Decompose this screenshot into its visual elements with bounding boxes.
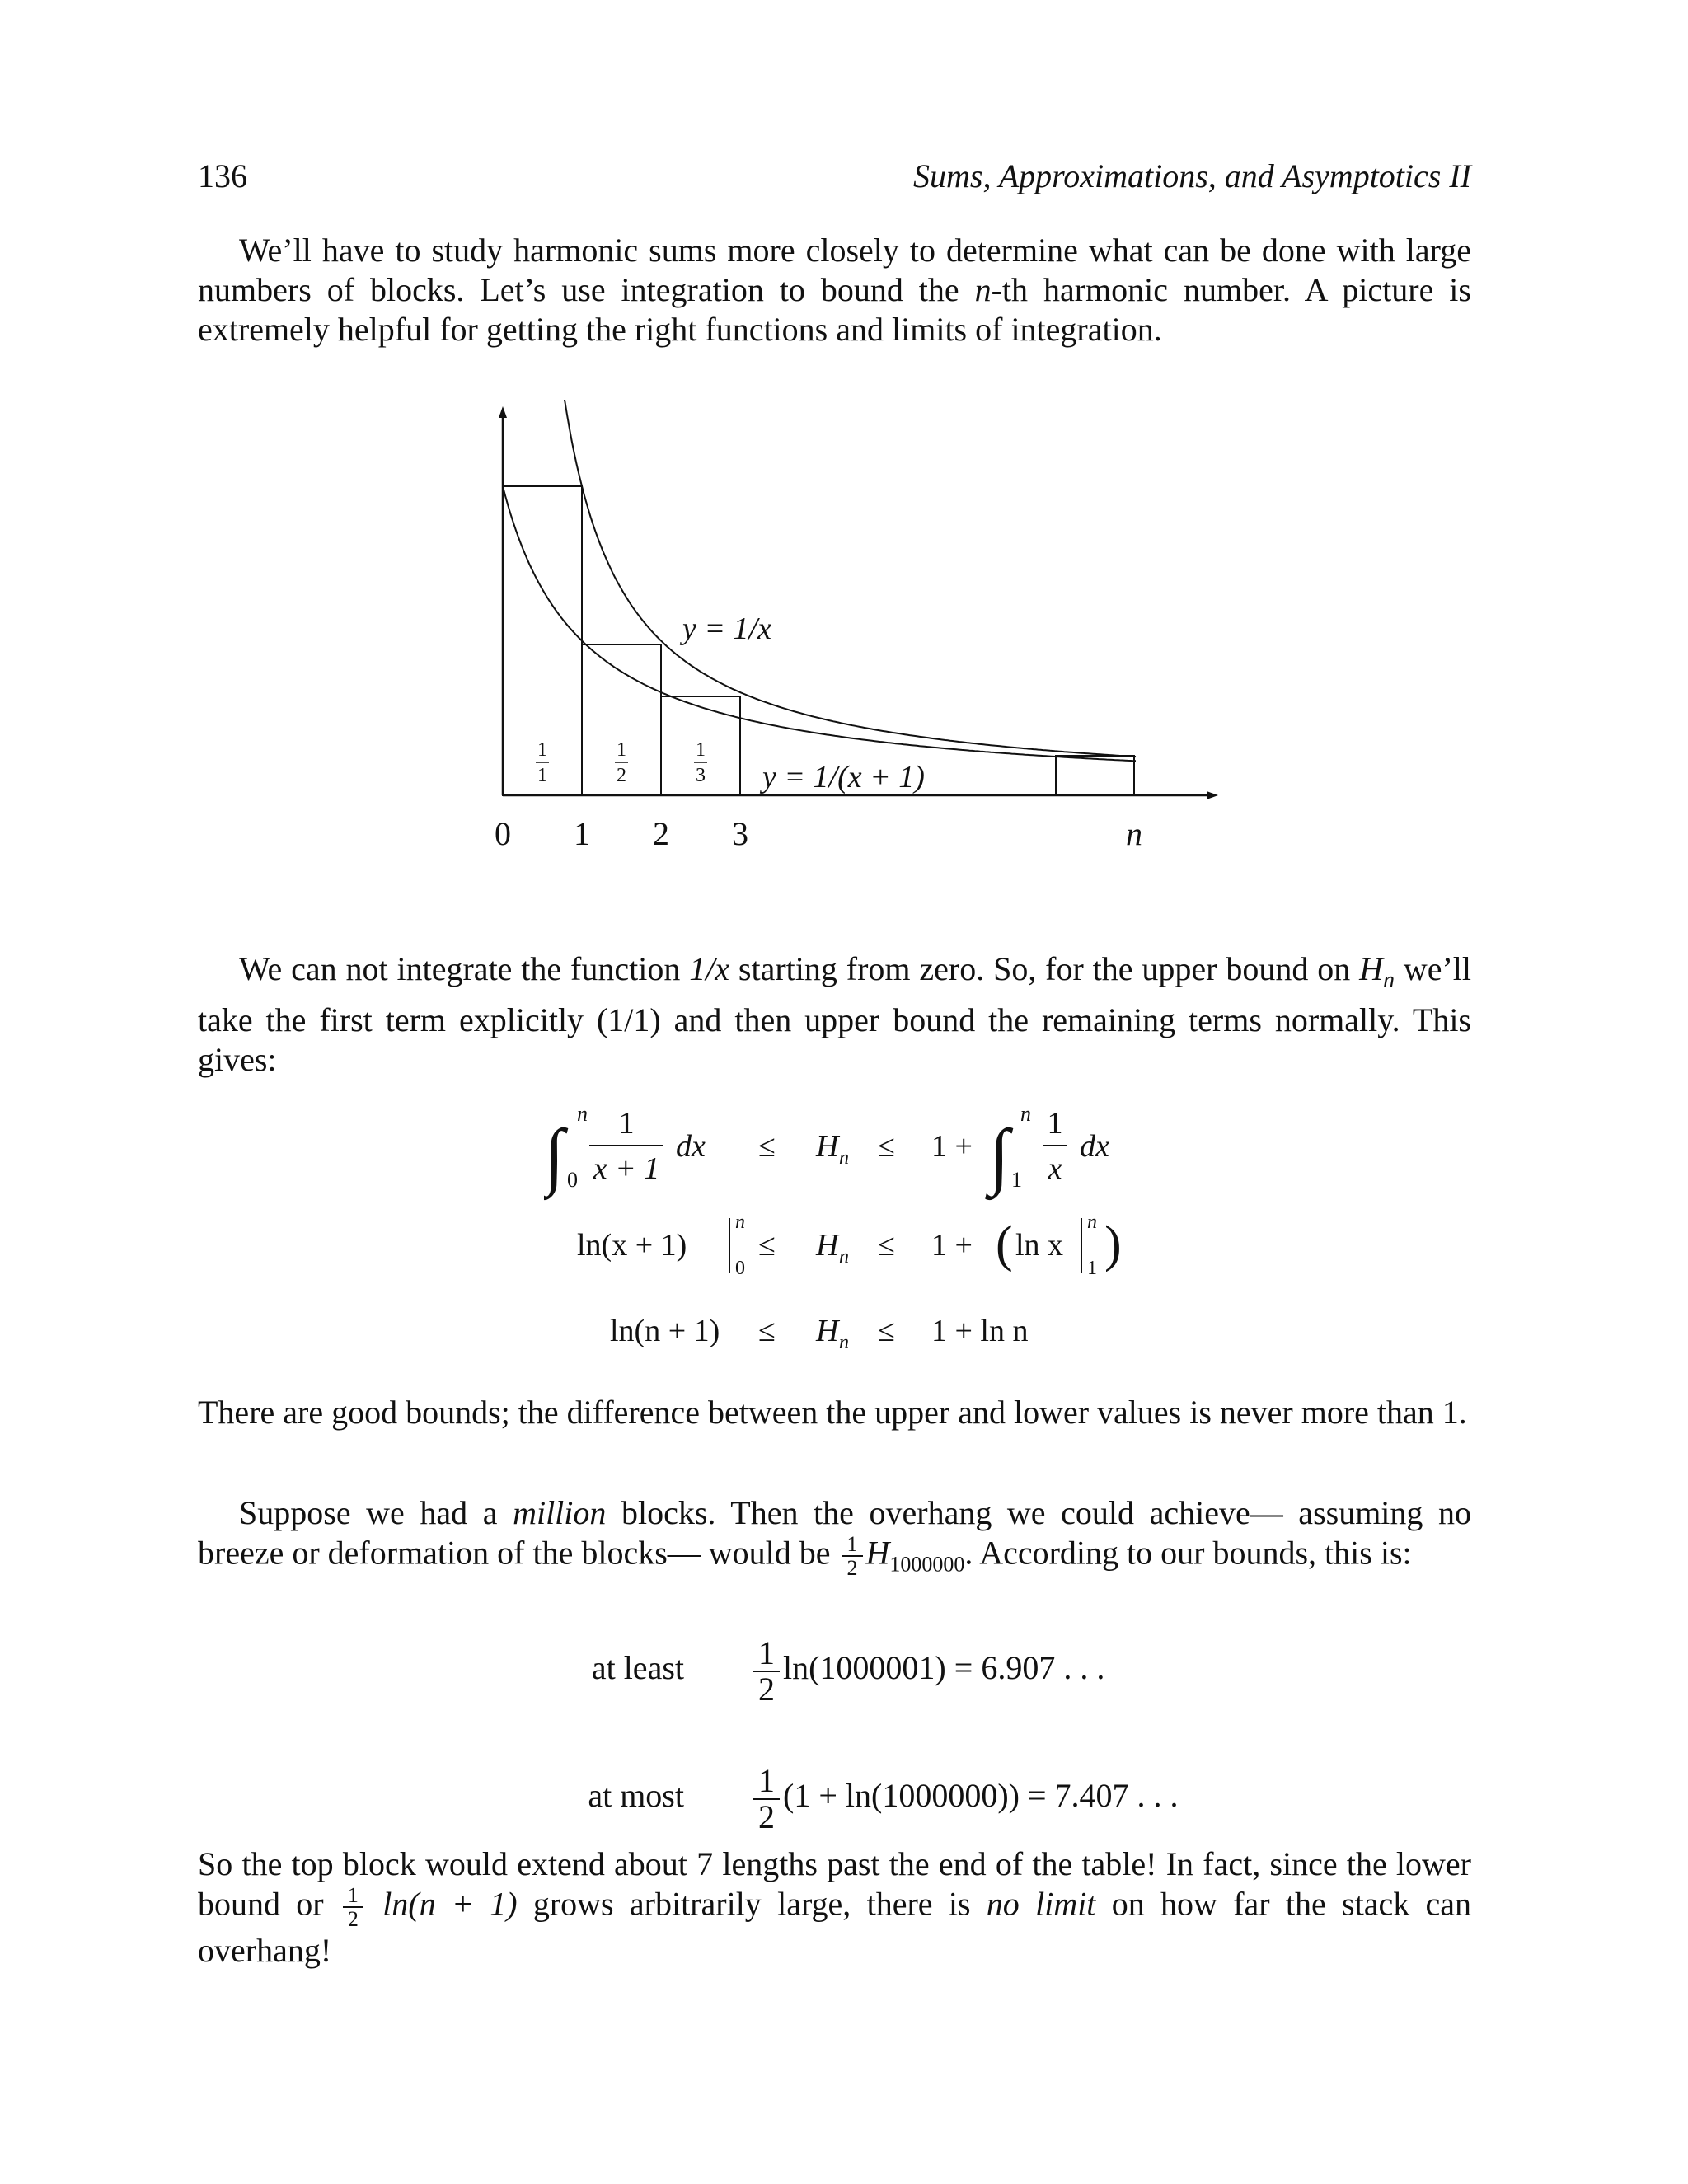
x-tick-2: 2	[653, 815, 669, 852]
half-fraction: $\frac{1}{2}$	[842, 1533, 863, 1580]
at-least-half: $\frac{1}{2}$	[753, 1636, 780, 1707]
H-1: H	[816, 1129, 839, 1164]
at-least-label: at least	[591, 1649, 684, 1687]
at-most-expr: (1 + ln(1000000)) = 7.407 . . .	[783, 1777, 1179, 1815]
harmonic-integral-figure	[478, 400, 1220, 878]
intro-paragraph: We’ll have to study harmonic sums more closely to determine what can be done with large numbers of blocks. Let’s use integration to bound the n-th harmonic number. A picture is extremely helpful for getting the right functions and limits of integration.	[198, 232, 1471, 348]
curve-upper-label: y = 1/x	[682, 612, 771, 646]
row3-left: ln(n + 1)	[610, 1314, 720, 1348]
row2-right-eval-upper: n	[1087, 1212, 1097, 1233]
row2-eval-lower: 0	[735, 1258, 745, 1279]
bar-label-2	[615, 739, 628, 786]
at-most-half: $\frac{1}{2}$	[753, 1764, 780, 1835]
half-fraction-2: $\frac{1}{2}$	[343, 1884, 363, 1931]
at-most-row	[536, 1764, 1179, 1835]
x-tick-n: n	[1126, 815, 1142, 852]
integral-2-upper: n	[1020, 1102, 1031, 1126]
integral-sign-2: ∫	[989, 1115, 1010, 1197]
le-2b: ≤	[878, 1228, 895, 1263]
bar-label-2-den: 2	[617, 765, 626, 786]
H-1-sub: n	[839, 1147, 849, 1169]
H-2: H	[816, 1228, 839, 1263]
upper-bound-paragraph: We can not integrate the function 1/x starting from zero. So, for the upper bound on $H_n$ we’ll take the first term explicitly (1/1) and then upper bound the remaining terms normally. This gives:	[198, 950, 1472, 1078]
row2-left: ln(x + 1)	[577, 1228, 687, 1263]
curve-lower-label: y = 1/(x + 1)	[762, 760, 925, 794]
bar-label-2-num: 1	[617, 739, 626, 761]
x-tick-3: 3	[732, 815, 748, 852]
frac-1-num: 1	[618, 1106, 635, 1141]
plus-2: 1 +	[931, 1228, 973, 1263]
page-number: 136	[198, 157, 247, 194]
plus-1: 1 +	[931, 1129, 973, 1164]
million-blocks-paragraph: Suppose we had a million blocks. Then the overhang we could achieve— assuming no breeze or deformation of the blocks— would be $\frac{1}{2}$ $H_{1000000}$. According to our bounds, this is:	[198, 1494, 1472, 1581]
x-tick-1: 1	[574, 815, 590, 852]
x-axis-arrow	[1207, 791, 1218, 799]
curve-one-over-x-plus-one	[503, 486, 1136, 761]
le-3b: ≤	[878, 1314, 895, 1348]
at-most-label: at most	[588, 1777, 684, 1815]
dx-2: dx	[1080, 1129, 1109, 1164]
page-header	[198, 157, 1471, 198]
at-least-expr: ln(1000001) = 6.907 . . .	[783, 1649, 1105, 1687]
frac-1-den: x + 1	[593, 1151, 660, 1186]
bar-n	[1056, 756, 1134, 795]
bar-label-1	[536, 739, 549, 786]
integral-bounds-equations	[544, 1096, 1170, 1376]
bar-label-3	[694, 739, 707, 786]
H-3-sub: n	[839, 1332, 849, 1353]
frac-2-den: x	[1048, 1151, 1062, 1186]
bar-label-3-num: 1	[696, 739, 706, 761]
bar-label-1-den: 1	[537, 765, 547, 786]
H-2-sub: n	[839, 1246, 849, 1268]
integral-1-lower: 0	[567, 1168, 578, 1192]
y-axis-arrow	[499, 406, 507, 418]
bar-label-3-den: 3	[696, 765, 706, 786]
row2-close-paren: )	[1104, 1216, 1122, 1272]
x-tick-0: 0	[495, 815, 511, 852]
dx-1: dx	[676, 1129, 706, 1164]
conclusion-paragraph: So the top block would extend about 7 lengths past the end of the table! In fact, since the lower bound or $\frac{1}{2}$ ln(n + 1) grows arbitrarily large, there is no limit on how far the stack can overhang!	[198, 1845, 1472, 1969]
running-title: Sums, Approximations, and Asymptotics II	[912, 157, 1471, 194]
row2-right-body: ln x	[1015, 1228, 1064, 1263]
integral-2-lower: 1	[1011, 1168, 1022, 1192]
row3-right: 1 + ln n	[931, 1314, 1029, 1348]
H-3: H	[816, 1314, 839, 1348]
le-3a: ≤	[758, 1314, 776, 1348]
row2-open-paren: (	[996, 1216, 1013, 1272]
integral-sign-1: ∫	[544, 1115, 565, 1197]
le-2a: ≤	[758, 1228, 776, 1263]
curve-one-over-x	[565, 400, 1136, 757]
integral-1-upper: n	[577, 1102, 588, 1126]
le-1a: ≤	[758, 1129, 776, 1164]
bar-label-1-num: 1	[537, 739, 547, 761]
le-1b: ≤	[878, 1129, 895, 1164]
row2-eval-upper: n	[735, 1212, 745, 1233]
good-bounds-paragraph: There are good bounds; the difference between the upper and lower values is never more than 1.	[198, 1394, 1467, 1431]
row2-right-eval-lower: 1	[1087, 1258, 1097, 1279]
frac-2-num: 1	[1047, 1106, 1063, 1141]
at-least-row	[536, 1636, 1104, 1707]
